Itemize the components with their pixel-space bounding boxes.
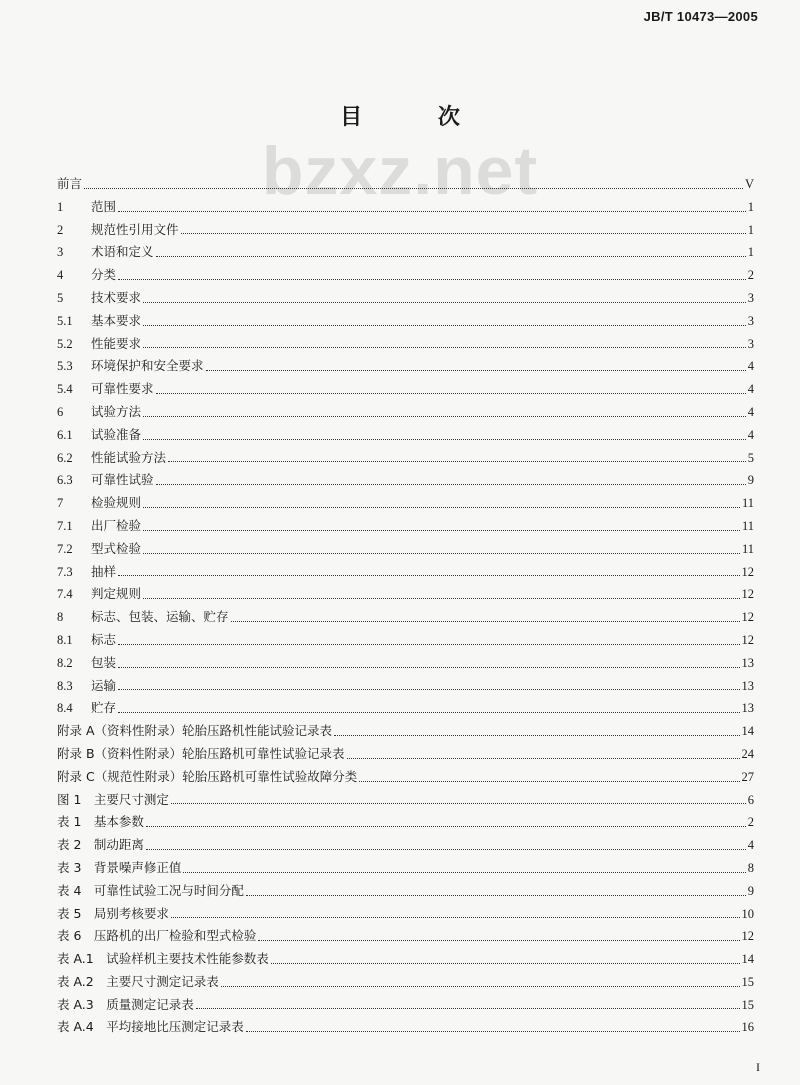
toc-entry[interactable] bbox=[57, 561, 754, 584]
toc-leader-dots bbox=[196, 1007, 740, 1009]
toc-entry-number: 3 bbox=[57, 245, 64, 260]
toc-entry-page: 6 bbox=[747, 792, 754, 807]
toc-leader-dots bbox=[143, 301, 746, 303]
toc-entry-number: 6.3 bbox=[57, 473, 73, 488]
toc-entry[interactable] bbox=[57, 401, 754, 424]
toc-entry-label: 范围 bbox=[91, 198, 117, 214]
toc-entry-label: 前言 bbox=[57, 176, 83, 191]
toc-entry[interactable] bbox=[57, 652, 754, 675]
toc-leader-dots bbox=[118, 711, 739, 713]
toc-entry-page: 13 bbox=[741, 678, 754, 693]
toc-leader-dots bbox=[271, 962, 740, 964]
toc-entry-page: 1 bbox=[747, 245, 754, 260]
toc-leader-dots bbox=[156, 483, 746, 485]
toc-entry-page: 4 bbox=[747, 404, 754, 419]
toc-entry-page: 12 bbox=[741, 632, 754, 647]
toc-entry-label: 贮存 bbox=[91, 700, 117, 716]
toc-entry[interactable] bbox=[57, 469, 754, 492]
toc-entry-label: 表 2 制动距离 bbox=[57, 837, 144, 853]
toc-entry[interactable] bbox=[57, 447, 754, 470]
toc-entry-label: 表 A.1 试验样机主要技术性能参数表 bbox=[57, 951, 269, 967]
toc-entry-page: 4 bbox=[747, 382, 754, 397]
toc-entry-label: 分类 bbox=[91, 267, 117, 283]
toc-entry-number: 5 bbox=[57, 290, 64, 305]
toc-entry-number: 6.2 bbox=[57, 450, 73, 465]
toc-leader-dots bbox=[118, 210, 746, 212]
toc-entry-page: 1 bbox=[747, 199, 754, 214]
toc-entry[interactable] bbox=[57, 925, 754, 948]
toc-entry-label: 基本要求 bbox=[91, 312, 142, 328]
toc-entry-number: 6.1 bbox=[57, 427, 73, 442]
toc-leader-dots bbox=[168, 460, 746, 462]
toc-entry-label: 技术要求 bbox=[91, 289, 142, 305]
toc-entry-label: 图 1 主要尺寸测定 bbox=[57, 791, 169, 807]
toc-entry-page: 11 bbox=[741, 541, 754, 556]
toc-entry-page: 12 bbox=[741, 610, 754, 625]
toc-entry-page: 9 bbox=[747, 883, 754, 898]
toc-entry-number: 5.1 bbox=[57, 313, 73, 328]
toc-entry-page: 3 bbox=[747, 290, 754, 305]
toc-entry-page: 13 bbox=[741, 655, 754, 670]
toc-entry-number: 2 bbox=[57, 222, 64, 237]
toc-leader-dots bbox=[84, 187, 743, 189]
toc-leader-dots bbox=[118, 278, 746, 280]
toc-entry-label: 附录 A（资料性附录）轮胎压路机性能试验记录表 bbox=[57, 723, 333, 739]
toc-entry[interactable] bbox=[57, 743, 754, 766]
toc-entry[interactable] bbox=[57, 538, 754, 561]
toc-entry[interactable] bbox=[57, 492, 754, 515]
toc-entry[interactable] bbox=[57, 196, 754, 219]
toc-entry[interactable] bbox=[57, 697, 754, 720]
toc-entry-number: 8.3 bbox=[57, 678, 73, 693]
toc-entry[interactable] bbox=[57, 1016, 754, 1039]
toc-entry[interactable] bbox=[57, 789, 754, 812]
toc-entry-number: 6 bbox=[57, 404, 64, 419]
toc-entry-label: 出厂检验 bbox=[91, 517, 142, 533]
toc-leader-dots bbox=[143, 529, 740, 531]
toc-entry-page: 2 bbox=[747, 815, 754, 830]
toc-leader-dots bbox=[143, 346, 746, 348]
toc-leader-dots bbox=[206, 369, 746, 371]
toc-entry[interactable] bbox=[57, 424, 754, 447]
toc-leader-dots bbox=[118, 574, 739, 576]
toc-entry-label: 标志、包装、运输、贮存 bbox=[91, 609, 229, 625]
toc-entry[interactable] bbox=[57, 766, 754, 789]
toc-entry-number: 4 bbox=[57, 268, 64, 283]
toc-entry-page: 14 bbox=[741, 952, 754, 967]
toc-entry-number: 7 bbox=[57, 496, 64, 511]
toc-entry-page: 16 bbox=[741, 1020, 754, 1035]
watermark: bzxz.net bbox=[261, 133, 539, 209]
toc-leader-dots bbox=[231, 620, 740, 622]
toc-entry[interactable] bbox=[57, 675, 754, 698]
toc-entry-number: 1 bbox=[57, 199, 64, 214]
toc-leader-dots bbox=[146, 848, 746, 850]
toc-entry-page: 1 bbox=[747, 222, 754, 237]
page-title: 目 次 bbox=[340, 105, 494, 130]
toc-leader-dots bbox=[246, 894, 746, 896]
toc-entry-number: 8.4 bbox=[57, 701, 73, 716]
toc-entry[interactable] bbox=[57, 606, 754, 629]
toc-entry-page: 10 bbox=[741, 906, 754, 921]
toc-leader-dots bbox=[143, 438, 746, 440]
toc-leader-dots bbox=[359, 780, 739, 782]
toc-entry-label: 表 4 可靠性试验工况与时间分配 bbox=[57, 882, 244, 898]
toc-entry-page: 4 bbox=[747, 359, 754, 374]
toc-entry[interactable] bbox=[57, 629, 754, 652]
toc-entry[interactable] bbox=[57, 310, 754, 333]
toc-entry[interactable] bbox=[57, 287, 754, 310]
toc-leader-dots bbox=[334, 734, 739, 736]
toc-entry-label: 试验准备 bbox=[91, 426, 142, 442]
toc-leader-dots bbox=[171, 916, 740, 918]
toc-entry[interactable] bbox=[57, 219, 754, 242]
toc-entry-page: 2 bbox=[747, 268, 754, 283]
toc-entry-label: 表 1 基本参数 bbox=[57, 814, 144, 830]
toc-entry-label: 规范性引用文件 bbox=[91, 221, 179, 237]
toc-entry-label: 可靠性试验 bbox=[91, 472, 154, 488]
toc-entry-number: 8.2 bbox=[57, 655, 73, 670]
toc-entry-label: 运输 bbox=[91, 677, 117, 693]
toc-entry-label: 环境保护和安全要求 bbox=[91, 358, 204, 374]
toc-entry-label: 标志 bbox=[91, 631, 117, 647]
toc-entry-page: 15 bbox=[741, 997, 754, 1012]
toc-entry-number: 5.2 bbox=[57, 336, 73, 351]
toc-leader-dots bbox=[347, 757, 740, 759]
toc-entry-number: 7.4 bbox=[57, 587, 73, 602]
toc-leader-dots bbox=[118, 688, 739, 690]
toc-leader-dots bbox=[143, 597, 739, 599]
toc-entry-page: 5 bbox=[747, 450, 754, 465]
toc-entry[interactable] bbox=[57, 834, 754, 857]
toc-entry[interactable] bbox=[57, 971, 754, 994]
toc-leader-dots bbox=[143, 506, 740, 508]
standard-code: JB/T 10473—2005 bbox=[643, 9, 758, 24]
toc-leader-dots bbox=[221, 985, 740, 987]
toc-entry-page: 27 bbox=[741, 769, 754, 784]
toc-entry-label: 附录 C（规范性附录）轮胎压路机可靠性试验故障分类 bbox=[57, 768, 358, 784]
toc-entry[interactable] bbox=[57, 880, 754, 903]
toc-entry-page: 11 bbox=[741, 518, 754, 533]
toc-entry[interactable] bbox=[57, 241, 754, 264]
toc-leader-dots bbox=[171, 802, 746, 804]
toc-entry-page: 15 bbox=[741, 974, 754, 989]
toc-leader-dots bbox=[258, 939, 739, 941]
toc-leader-dots bbox=[146, 825, 746, 827]
toc-leader-dots bbox=[143, 552, 740, 554]
toc-entry-label: 表 5 局别考核要求 bbox=[57, 905, 169, 921]
toc-entry-label: 检验规则 bbox=[91, 495, 142, 511]
toc-entry-label: 可靠性要求 bbox=[91, 381, 154, 397]
toc-entry-label: 包装 bbox=[91, 654, 117, 670]
toc-entry[interactable] bbox=[57, 903, 754, 926]
toc-entry-label: 术语和定义 bbox=[91, 244, 154, 260]
toc-entry-page: 24 bbox=[741, 746, 754, 761]
toc-entry-page: 3 bbox=[747, 313, 754, 328]
toc-entry-number: 8 bbox=[57, 610, 64, 625]
toc-entry-number: 5.3 bbox=[57, 359, 73, 374]
toc-entry[interactable] bbox=[57, 994, 754, 1017]
toc-entry-page: 4 bbox=[747, 427, 754, 442]
toc-leader-dots bbox=[118, 666, 739, 668]
table-of-contents bbox=[57, 173, 754, 1039]
toc-leader-dots bbox=[156, 392, 746, 394]
toc-entry-page: V bbox=[744, 177, 754, 191]
toc-entry[interactable] bbox=[57, 264, 754, 287]
toc-leader-dots bbox=[181, 232, 746, 234]
toc-entry-label: 表 A.3 质量测定记录表 bbox=[57, 996, 194, 1012]
toc-entry-page: 8 bbox=[747, 860, 754, 875]
toc-entry-page: 12 bbox=[741, 587, 754, 602]
toc-entry[interactable] bbox=[57, 173, 754, 196]
toc-leader-dots bbox=[246, 1030, 740, 1032]
toc-entry-label: 性能试验方法 bbox=[91, 449, 167, 465]
toc-entry-label: 抽样 bbox=[91, 563, 117, 579]
toc-leader-dots bbox=[143, 324, 746, 326]
toc-entry-label: 判定规则 bbox=[91, 586, 142, 602]
toc-entry-page: 4 bbox=[747, 838, 754, 853]
toc-entry-label: 附录 B（资料性附录）轮胎压路机可靠性试验记录表 bbox=[57, 745, 345, 761]
toc-entry-page: 12 bbox=[741, 929, 754, 944]
toc-entry-page: 11 bbox=[741, 496, 754, 511]
toc-entry-label: 表 6 压路机的出厂检验和型式检验 bbox=[57, 928, 257, 944]
toc-entry[interactable] bbox=[57, 811, 754, 834]
toc-entry[interactable] bbox=[57, 948, 754, 971]
toc-entry[interactable] bbox=[57, 857, 754, 880]
toc-entry-page: 13 bbox=[741, 701, 754, 716]
toc-entry-number: 7.1 bbox=[57, 518, 73, 533]
toc-entry-label: 性能要求 bbox=[91, 335, 142, 351]
toc-leader-dots bbox=[118, 643, 739, 645]
toc-entry-number: 7.2 bbox=[57, 541, 73, 556]
toc-entry-label: 表 3 背景噪声修正值 bbox=[57, 859, 182, 875]
toc-entry-label: 试验方法 bbox=[91, 403, 142, 419]
toc-entry[interactable] bbox=[57, 378, 754, 401]
page-number: I bbox=[756, 1060, 760, 1074]
toc-entry-number: 5.4 bbox=[57, 382, 73, 397]
toc-entry-page: 14 bbox=[741, 724, 754, 739]
toc-entry[interactable] bbox=[57, 515, 754, 538]
toc-entry-page: 12 bbox=[741, 564, 754, 579]
toc-entry[interactable] bbox=[57, 333, 754, 356]
toc-entry-page: 3 bbox=[747, 336, 754, 351]
toc-entry[interactable] bbox=[57, 720, 754, 743]
toc-entry[interactable] bbox=[57, 583, 754, 606]
toc-entry-label: 表 A.4 平均接地比压测定记录表 bbox=[57, 1019, 244, 1035]
toc-entry-label: 型式检验 bbox=[91, 540, 142, 556]
toc-entry-label: 表 A.2 主要尺寸测定记录表 bbox=[57, 973, 219, 989]
toc-leader-dots bbox=[143, 415, 746, 417]
toc-entry-number: 7.3 bbox=[57, 564, 73, 579]
toc-entry-page: 9 bbox=[747, 473, 754, 488]
toc-leader-dots bbox=[156, 255, 746, 257]
toc-entry[interactable] bbox=[57, 355, 754, 378]
toc-leader-dots bbox=[183, 871, 745, 873]
toc-entry-number: 8.1 bbox=[57, 632, 73, 647]
